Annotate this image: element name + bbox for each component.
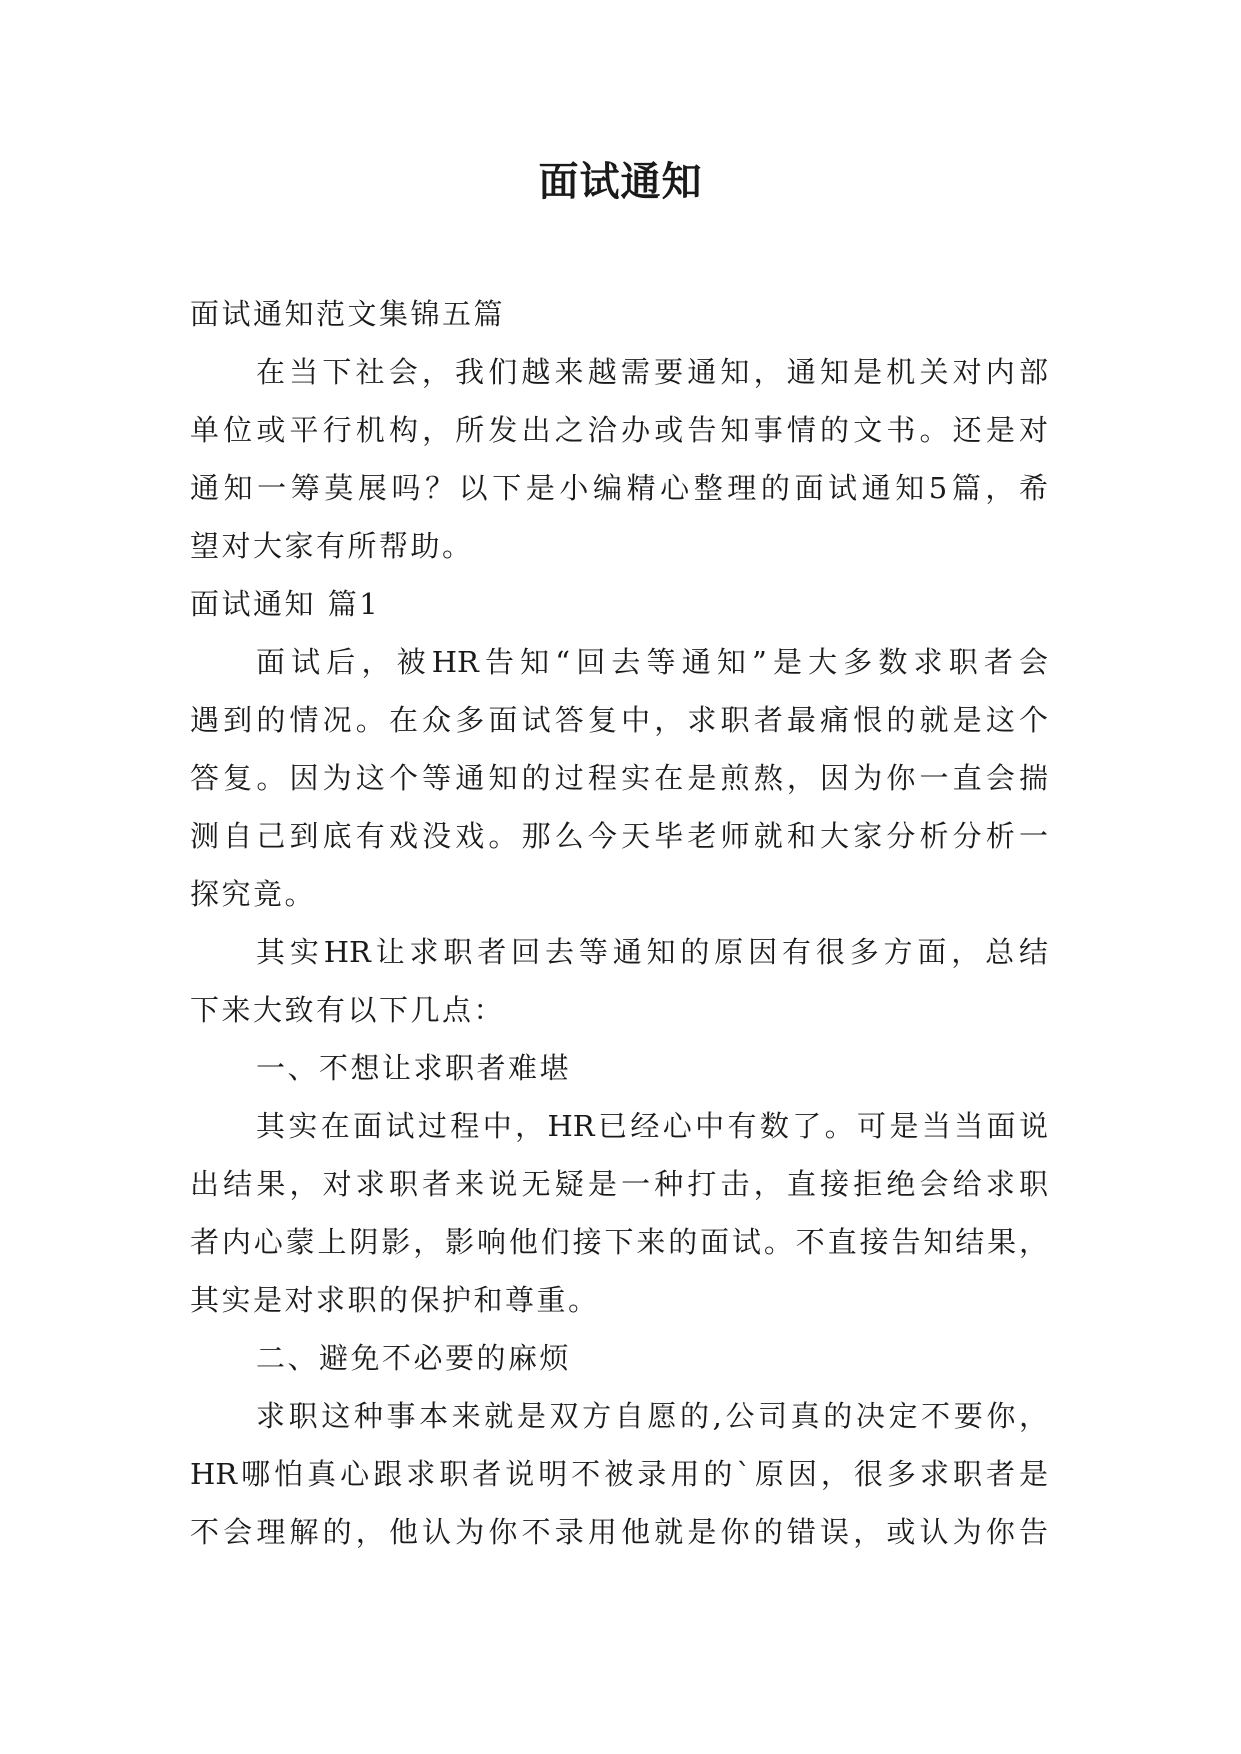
text-line: 答复。因为这个等通知的过程实在是煎熬，因为你一直会揣 bbox=[190, 761, 1048, 795]
text-line: 求职这种事本来就是双方自愿的,公司真的决定不要你， bbox=[256, 1399, 1048, 1433]
text-line: 测自己到底有戏没戏。那么今天毕老师就和大家分析分析一 bbox=[190, 819, 1048, 853]
text-line: 面试通知范文集锦五篇 bbox=[190, 297, 506, 331]
text-line: 望对大家有所帮助。 bbox=[190, 529, 474, 563]
text-line: 单位或平行机构，所发出之洽办或告知事情的文书。还是对 bbox=[190, 413, 1048, 447]
document-title: 面试通知 bbox=[538, 159, 703, 205]
text-line: 其实是对求职的保护和尊重。 bbox=[190, 1283, 600, 1317]
text-line: 其实在面试过程中，HR已经心中有数了。可是当当面说 bbox=[256, 1109, 1048, 1143]
text-line: 二、避免不必要的麻烦 bbox=[256, 1341, 572, 1375]
text-line: 遇到的情况。在众多面试答复中，求职者最痛恨的就是这个 bbox=[190, 703, 1048, 737]
text-line: 其实HR让求职者回去等通知的原因有很多方面，总结 bbox=[256, 935, 1048, 969]
text-line: 出结果，对求职者来说无疑是一种打击，直接拒绝会给求职 bbox=[190, 1167, 1048, 1201]
document-body bbox=[190, 285, 1048, 1561]
text-line: 不会理解的，他认为你不录用他就是你的错误，或认为你告 bbox=[190, 1515, 1048, 1549]
text-line: 通知一筹莫展吗？以下是小编精心整理的面试通知5篇，希 bbox=[190, 471, 1048, 505]
text-line: 面试通知 篇1 bbox=[190, 587, 381, 621]
text-line: HR哪怕真心跟求职者说明不被录用的`原因，很多求职者是 bbox=[190, 1457, 1048, 1491]
text-line: 面试后，被HR告知“回去等通知”是大多数求职者会 bbox=[256, 645, 1048, 679]
text-line: 在当下社会，我们越来越需要通知，通知是机关对内部 bbox=[256, 355, 1048, 389]
text-line: 下来大致有以下几点： bbox=[190, 993, 506, 1027]
text-line: 探究竟。 bbox=[190, 877, 317, 911]
text-line: 一、不想让求职者难堪 bbox=[256, 1051, 572, 1085]
text-line: 者内心蒙上阴影，影响他们接下来的面试。不直接告知结果， bbox=[190, 1225, 1048, 1259]
